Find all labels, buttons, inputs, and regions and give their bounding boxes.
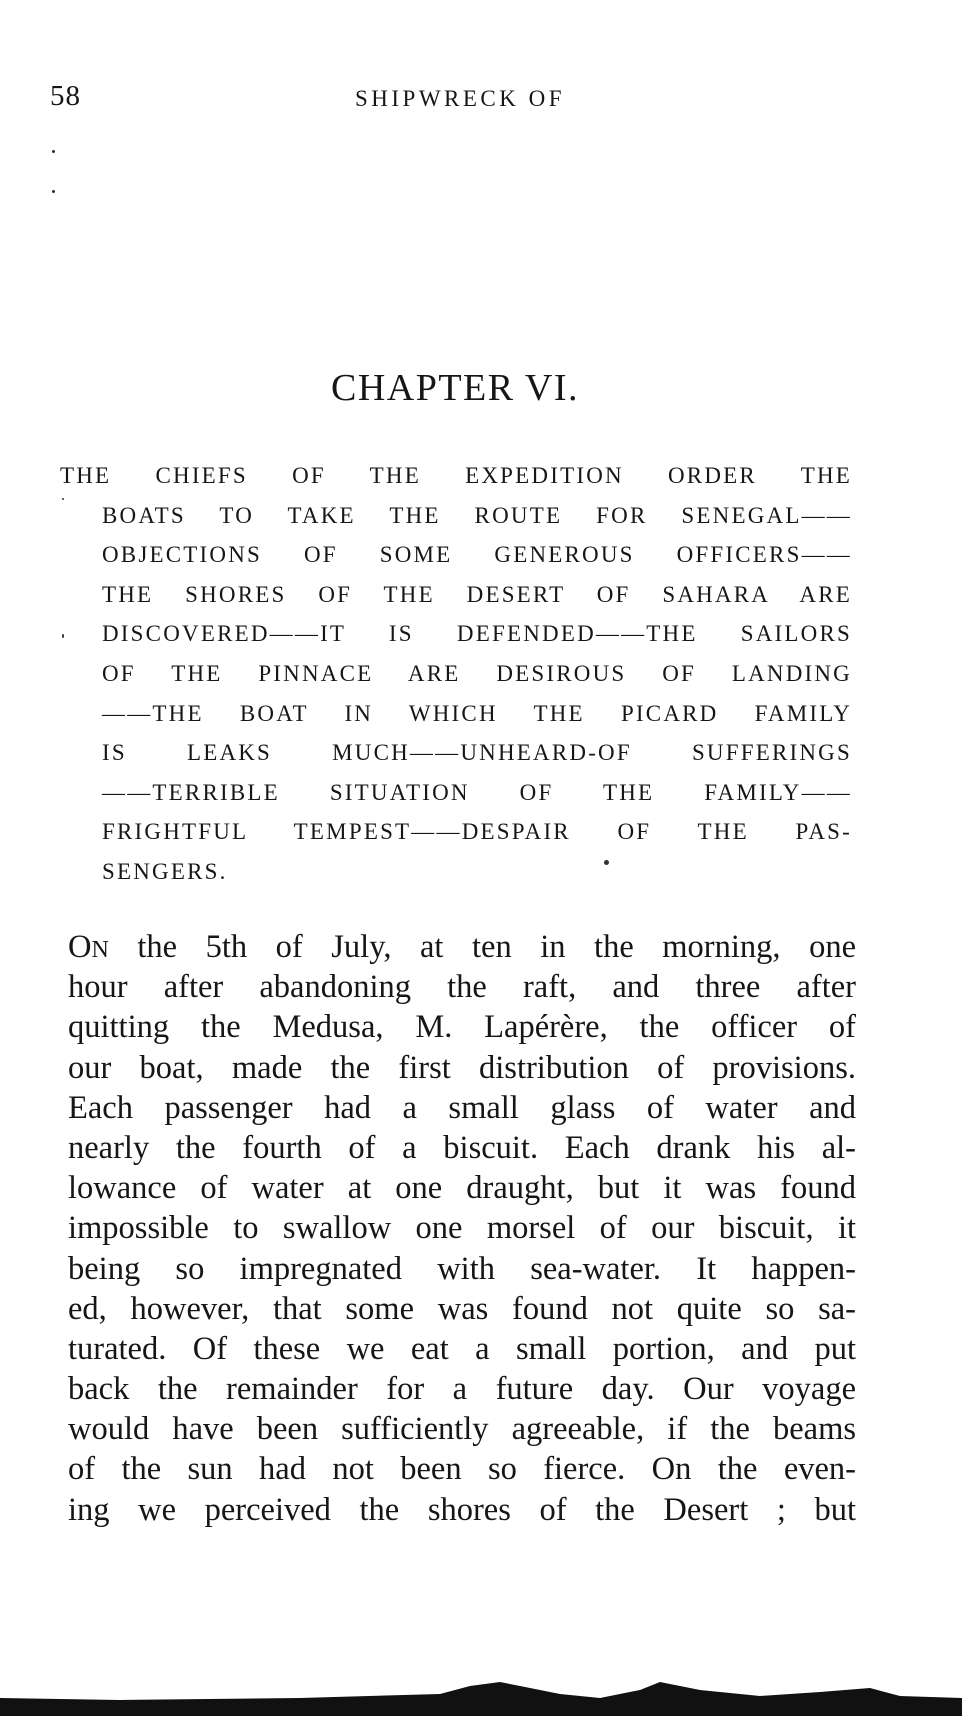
- chapter-title: CHAPTER VI.: [330, 367, 580, 409]
- summary-line: THE SHORES OF THE DESERT OF SAHARA ARE: [102, 581, 852, 607]
- body-line: being so impregnated with sea-water. It happen-: [68, 1250, 856, 1287]
- body-line: nearly the fourth of a biscuit. Each drank his al-: [68, 1129, 856, 1166]
- initial-letter: O: [68, 929, 92, 965]
- summary-line: BOATS TO TAKE THE ROUTE FOR SENEGAL——: [102, 502, 852, 528]
- summary-line: ——TERRIBLE SITUATION OF THE FAMILY——: [102, 779, 852, 805]
- body-line: impossible to swallow one morsel of our biscuit, it: [68, 1210, 856, 1247]
- summary-line: FRIGHTFUL TEMPEST——DESPAIR OF THE PAS-: [102, 819, 852, 845]
- summary-line: OBJECTIONS OF SOME GENEROUS OFFICERS——: [102, 542, 852, 568]
- body-line-first: [68, 927, 856, 967]
- ink-speck: [52, 150, 55, 153]
- body-line: hour after abandoning the raft, and three after: [68, 969, 856, 1006]
- scan-edge-border: [0, 1668, 962, 1716]
- body-line: lowance of water at one draught, but it was found: [68, 1170, 856, 1207]
- summary-line: SENGERS.: [102, 858, 228, 884]
- body-line: our boat, made the first distribution of provisions.: [68, 1049, 856, 1086]
- initial-smallcaps: N: [91, 937, 109, 963]
- summary-line: THE CHIEFS OF THE EXPEDITION ORDER THE: [60, 463, 852, 488]
- body-line: ing we perceived the shores of the Desert ; but: [68, 1491, 856, 1528]
- body-line: would have been sufficiently agreeable, if the beams: [68, 1411, 856, 1448]
- ink-speck: [52, 190, 55, 193]
- body-line: turated. Of these we eat a small portion, and put: [68, 1330, 856, 1367]
- body-line: back the remainder for a future day. Our voyage: [68, 1371, 856, 1408]
- summary-line: OF THE PINNACE ARE DESIROUS OF LANDING: [102, 660, 852, 686]
- page-number: 58: [50, 80, 81, 112]
- body-line: of the sun had not been so fierce. On the even-: [68, 1451, 856, 1488]
- chapter-summary: [60, 456, 852, 892]
- body-line: ed, however, that some was found not quite so sa-: [68, 1290, 856, 1327]
- summary-line: DISCOVERED——IT IS DEFENDED——THE SAILORS: [102, 621, 852, 647]
- running-head: SHIPWRECK OF: [354, 86, 566, 111]
- body-line: quitting the Medusa, M. Lapérère, the officer of: [68, 1009, 856, 1046]
- body-line: Each passenger had a small glass of water and: [68, 1089, 856, 1126]
- summary-line: IS LEAKS MUCH——UNHEARD-OF SUFFERINGS: [102, 740, 852, 766]
- body-text: [68, 927, 856, 1530]
- summary-line: ——THE BOAT IN WHICH THE PICARD FAMILY: [102, 700, 852, 726]
- first-line-text: the 5th of July, at ten in the morning, one: [108, 929, 856, 965]
